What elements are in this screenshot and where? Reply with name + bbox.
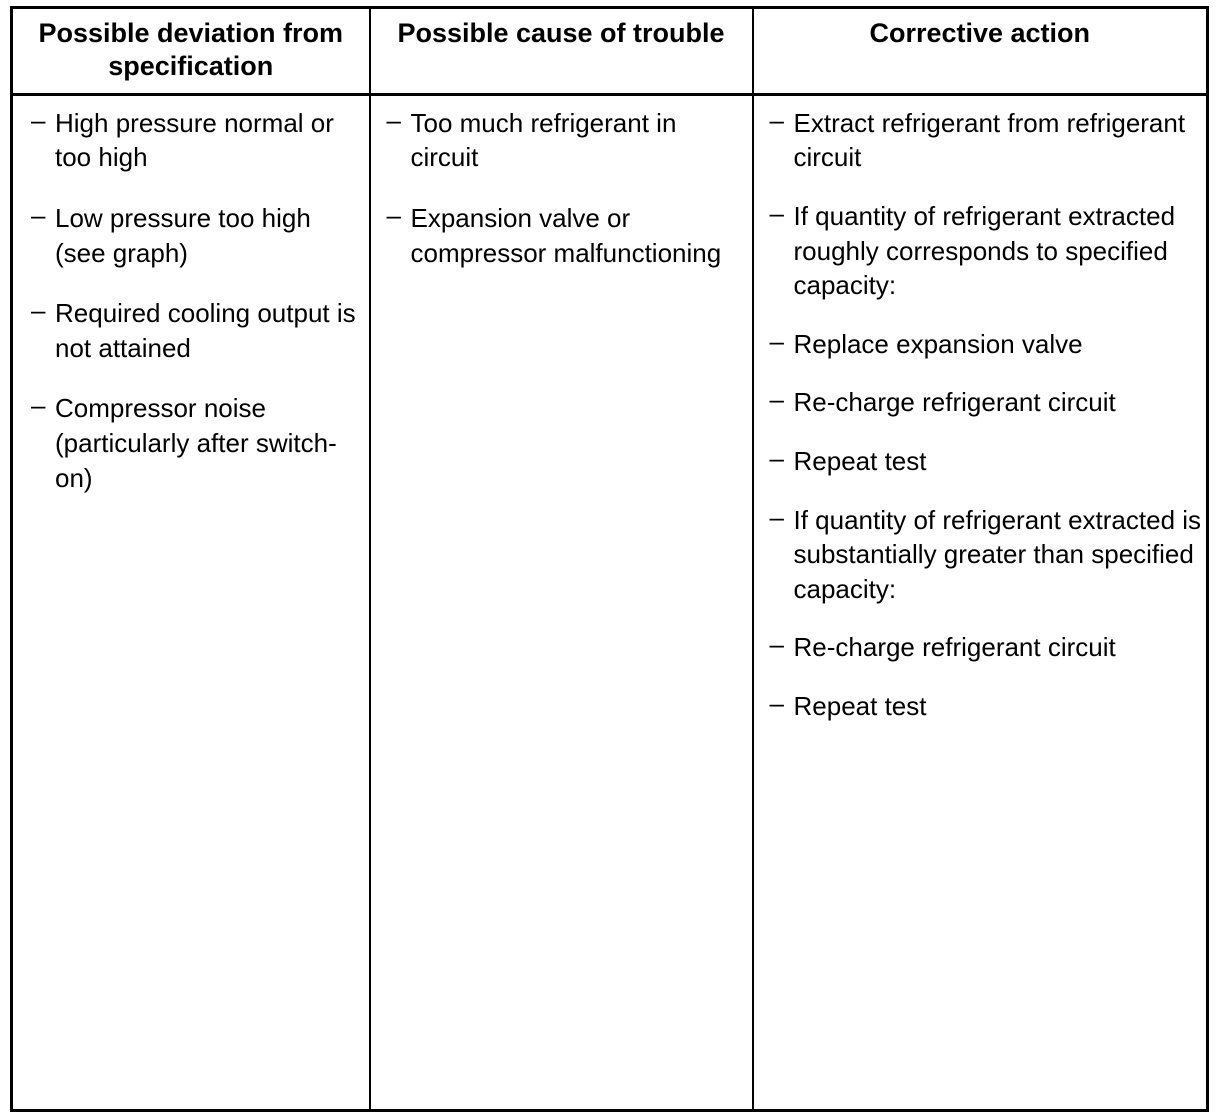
list-item xyxy=(758,503,1203,607)
list-item-label: Low pressure too high (see graph) xyxy=(55,203,311,268)
list-item-label: Re-charge refrigerant circuit xyxy=(793,632,1116,663)
list-item-label: Repeat test xyxy=(793,690,927,721)
list-item xyxy=(375,106,748,175)
dash-bullet-icon: – xyxy=(769,198,784,229)
list-item xyxy=(758,444,1203,479)
dash-bullet-icon: – xyxy=(769,501,784,532)
dash-bullet-icon: – xyxy=(386,104,401,135)
list-item-label: High pressure normal or too high xyxy=(55,107,334,173)
troubleshooting-table xyxy=(10,6,1209,1112)
list-item xyxy=(758,327,1203,362)
list-item-label: Expansion valve or compressor malfunctioning xyxy=(410,203,722,268)
table-header xyxy=(12,8,1208,95)
dash-bullet-icon: – xyxy=(769,442,784,473)
cell-possible-deviation xyxy=(12,94,370,1110)
table-header-row xyxy=(12,8,1208,95)
list-item-label: Required cooling output is not attained xyxy=(55,298,356,363)
list-item xyxy=(17,391,365,495)
dash-bullet-icon: – xyxy=(769,384,784,415)
list-item xyxy=(17,106,365,175)
list-item xyxy=(758,385,1203,420)
dash-bullet-icon: – xyxy=(769,325,784,356)
list-item xyxy=(17,201,365,270)
list-item xyxy=(758,630,1203,665)
dash-bullet-icon: – xyxy=(769,687,784,718)
dash-bullet-icon: – xyxy=(31,200,46,231)
column-header-corrective-action: Corrective action xyxy=(753,8,1208,95)
dash-bullet-icon: – xyxy=(31,390,46,421)
column-header-possible-cause: Possible cause of trouble xyxy=(370,8,753,95)
list-item xyxy=(17,296,365,365)
table-body xyxy=(12,94,1208,1110)
dash-bullet-icon: – xyxy=(769,104,784,135)
list-item-label: Too much refrigerant in circuit xyxy=(410,107,677,173)
column-header-possible-deviation: Possible deviation from specification xyxy=(12,8,370,95)
list-item-label: Extract refrigerant from refrigerant circuit xyxy=(793,107,1186,173)
dash-bullet-icon: – xyxy=(386,200,401,231)
cell-corrective-action xyxy=(753,94,1208,1110)
list-item xyxy=(758,106,1203,175)
cell-possible-cause xyxy=(370,94,753,1110)
list-item xyxy=(758,199,1203,303)
dash-bullet-icon: – xyxy=(31,295,46,326)
list-item-label: If quantity of refrigerant extracted roughly corresponds to specified capacity: xyxy=(793,201,1176,301)
list-item-label: If quantity of refrigerant extracted is substantially greater than specified capacity: xyxy=(793,504,1202,604)
list-item-label: Repeat test xyxy=(793,445,927,476)
list-item-label: Compressor noise (particularly after switch-on) xyxy=(55,393,337,493)
corrective-action-list xyxy=(758,106,1203,724)
list-item-label: Replace expansion valve xyxy=(793,328,1083,359)
list-item-label: Re-charge refrigerant circuit xyxy=(793,387,1116,418)
list-item xyxy=(375,201,748,270)
dash-bullet-icon: – xyxy=(769,629,784,660)
cause-list xyxy=(375,106,748,270)
deviation-list xyxy=(17,106,365,495)
dash-bullet-icon: – xyxy=(31,104,46,135)
table-row xyxy=(12,94,1208,1110)
list-item xyxy=(758,689,1203,724)
